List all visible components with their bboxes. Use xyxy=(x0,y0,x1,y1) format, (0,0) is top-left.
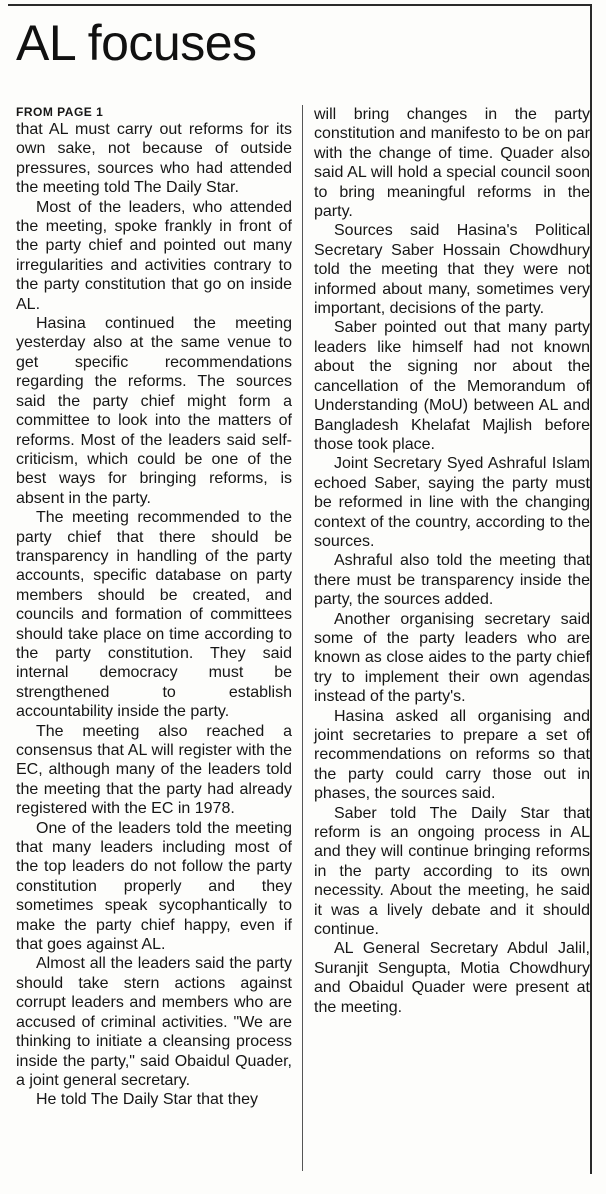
paragraph: Another organising secretary said some of the party leaders who are known as close aides to the party chief try to implement their own agendas instead of the party's. xyxy=(314,610,590,706)
paragraph: The meeting recommended to the party chief that there should be transparency in handling of the party accounts, specific database on party members should be created, and councils and formation of committees should take place on time according to the party constitution. They said internal democracy must be strengthened to establish accountability inside the party. xyxy=(16,509,292,721)
paragraph: Almost all the leaders said the party should take stern actions against corrupt leaders and members who are accused of criminal activities. "We are thinking to initiate a cleansing process inside the party," said Obaidul Quader, a joint general secretary. xyxy=(16,955,292,1089)
paragraph: One of the leaders told the meeting that many leaders including most of the top leaders do not follow the party constitution properly and they sometimes speak sycophantically to make the party chief happy, even if that goes against AL. xyxy=(16,819,292,954)
right-column xyxy=(314,105,590,1017)
paragraph: will bring changes in the party constitution and manifesto to be on par with the change of time. Quader also said AL will hold a special council soon to bring meaningful reforms in the party. xyxy=(314,106,590,221)
paragraph: He told The Daily Star that they xyxy=(36,1091,259,1109)
paragraph: Saber pointed out that many party leaders like himself had not known about the signing nor about the cancellation of the Memorandum of Understanding (MoU) between AL and Bangladesh Khelafat Majlish before those took place. xyxy=(314,319,590,453)
kicker: FROM PAGE 1 xyxy=(16,105,104,119)
headline: AL focuses xyxy=(16,15,257,71)
top-rule xyxy=(8,4,592,6)
paragraph: Ashraful also told the meeting that there must be transparency inside the party, the sources added. xyxy=(314,552,590,609)
paragraph: AL General Secretary Abdul Jalil, Suranjit Sengupta, Motia Chowdhury and Obaidul Quader were present at the meeting. xyxy=(314,940,590,1016)
paragraph: Hasina asked all organising and joint secretaries to prepare a set of recommendations on reforms so that the party could carry those out in phases, the sources said. xyxy=(314,707,590,803)
right-border-rule xyxy=(590,4,592,1174)
paragraph: Sources said Hasina's Political Secretary Saber Hossain Chowdhury told the meeting that they were not informed about many, sometimes very important, decisions of the party. xyxy=(314,222,590,318)
paragraph: that AL must carry out reforms for its own sake, not because of outside pressures, sources who had attended the meeting told The Daily Star. xyxy=(16,121,292,197)
paragraph: Hasina continued the meeting yesterday also at the same venue to get specific recommendations regarding the reforms. The sources said the party chief might form a committee to look into the matters of reforms. Most of the leaders said self-criticism, which could be one of the best ways for bringing reforms, is absent in the party. xyxy=(16,315,292,507)
column-divider xyxy=(302,105,303,1171)
paragraph: Most of the leaders, who attended the meeting, spoke frankly in front of the party chief and pointed out many irregularities and activities contrary to the party constitution that go on inside AL. xyxy=(16,198,292,313)
paragraph: The meeting also reached a consensus that AL will register with the EC, although many of the leaders told the meeting that the party had already registered with the EC in 1978. xyxy=(16,722,292,818)
paragraph: Joint Secretary Syed Ashraful Islam echoed Saber, saying the party must be reformed in line with the changing context of the country, according to the sources. xyxy=(314,455,590,550)
left-column xyxy=(16,105,292,1110)
paragraph: Saber told The Daily Star that reform is an ongoing process in AL and they will continue bringing reforms in the party according to its own necessity. About the meeting, he said it was a lively debate and it should continue. xyxy=(314,804,590,939)
